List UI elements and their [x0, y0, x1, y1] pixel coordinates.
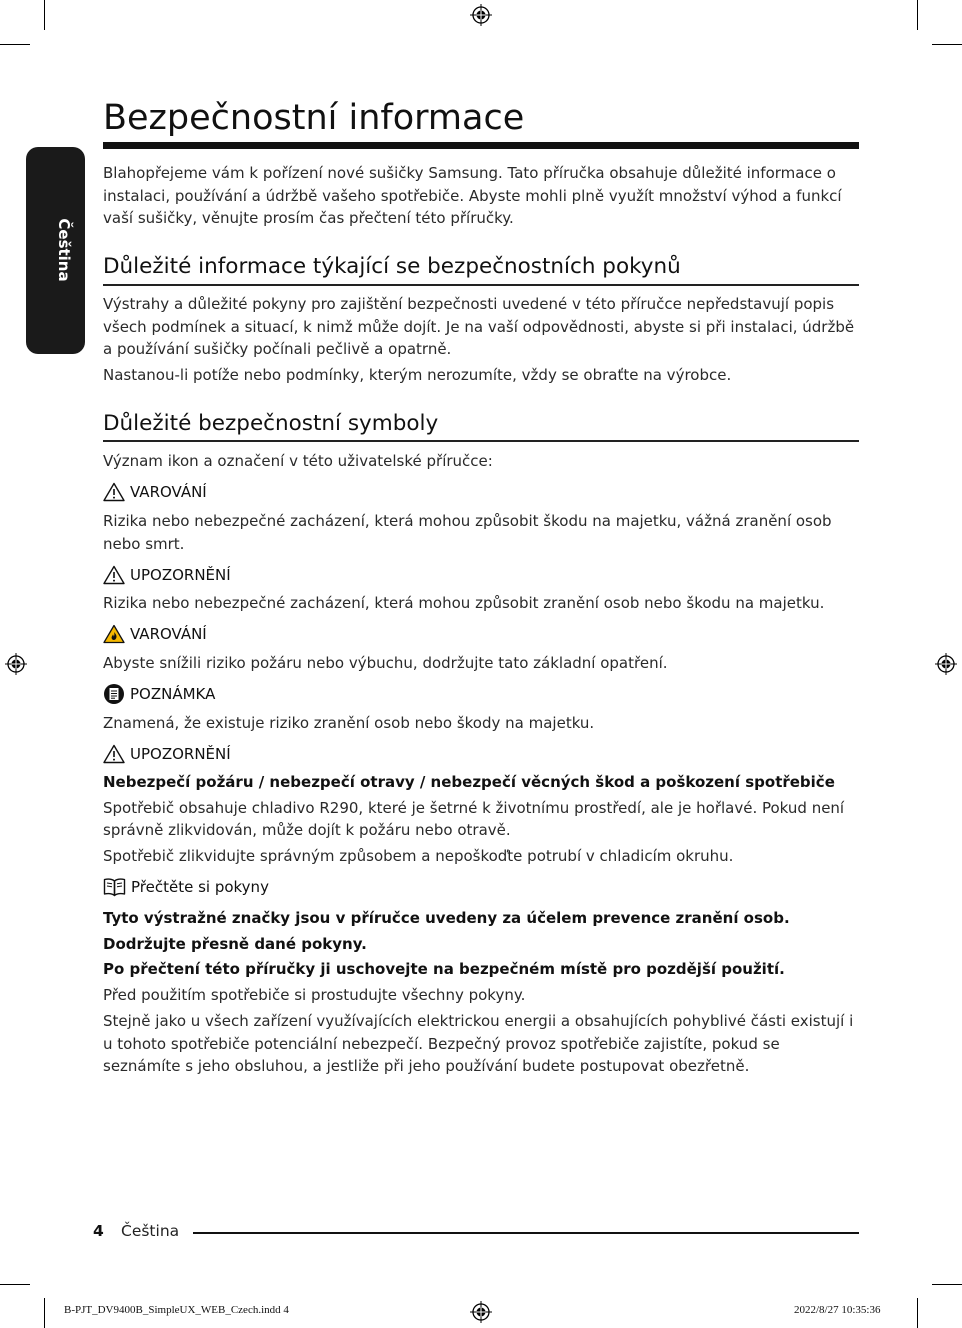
note-icon	[103, 683, 125, 705]
footer-language: Čeština	[121, 1222, 180, 1240]
symbol-caution-refrigerant	[103, 743, 231, 765]
symbol-caution	[103, 564, 231, 586]
symbol-warning-desc	[103, 510, 859, 555]
warning-triangle-icon	[103, 482, 125, 502]
crop-mark	[932, 44, 962, 45]
read-instructions-paragraph: Před použitím spotřebiče si prostudujte všechny pokyny.	[103, 986, 526, 1005]
symbol-read-instructions	[103, 876, 269, 898]
intro-block	[103, 162, 859, 230]
fire-warning-icon	[103, 624, 125, 644]
crop-mark	[0, 44, 30, 45]
symbol-warning	[103, 481, 207, 503]
page-number: 4	[93, 1222, 104, 1240]
symbol-fire-warning-desc	[103, 652, 859, 675]
page-title: Bezpečnostní informace	[103, 98, 525, 138]
symbols-intro-text: Význam ikon a označení v této uživatelské příručce:	[103, 452, 493, 470]
symbol-caution-desc	[103, 592, 859, 615]
symbol-note	[103, 683, 215, 705]
slug-timestamp: 2022/8/27 10:35:36	[794, 1304, 881, 1316]
intro-paragraph: Blahopřejeme vám k pořízení nové sušičky Samsung. Tato příručka obsahuje důležité informace o instalaci, používání a údržbě vašeho spotřebiče. Abyste mohli plně využít množství výhod a funkcí vaší sušičky, věnujte prosím čas přečtení této příručky.	[103, 164, 842, 228]
registration-mark-icon	[935, 653, 957, 675]
warning-triangle-icon	[103, 744, 125, 764]
section-heading-safety-symbols: Důležité bezpečnostní symboly	[103, 411, 439, 436]
symbol-fire-warning-text: Abyste snížili riziko požáru nebo výbuchu, dodržujte tato základní opatření.	[103, 654, 668, 672]
symbol-fire-warning-label: VAROVÁNÍ	[130, 625, 207, 643]
crop-mark	[917, 0, 918, 30]
footer-rule	[193, 1232, 859, 1234]
section1-body	[103, 293, 859, 387]
read-instructions-paragraph: Stejně jako u všech zařízení využívajících elektrickou energii a obsahujících pohyblivé části existují i u tohoto spotřebiče potenciální nebezpečí. Bezpečný provoz spotřebiče zajistíte, pokud se seznámíte s jeho obsluhou, a jestliže při jeho používání budete postupovat obezřetně.	[103, 1011, 854, 1076]
symbols-intro	[103, 450, 859, 473]
crop-mark	[44, 1298, 45, 1328]
section1-paragraph: Nastanou-li potíže nebo podmínky, kterým nerozumíte, vždy se obraťte na výrobce.	[103, 366, 732, 385]
crop-mark	[917, 1298, 918, 1328]
crop-mark	[0, 1284, 30, 1285]
section-heading-safety-instructions: Důležité informace týkající se bezpečnostních pokynů	[103, 254, 681, 279]
symbol-note-label: POZNÁMKA	[130, 685, 216, 703]
refrigerant-heading: Nebezpečí požáru / nebezpečí otravy / nebezpečí věcných škod a poškození spotřebiče	[103, 773, 835, 791]
registration-mark-icon	[5, 653, 27, 675]
read-instructions-block	[103, 907, 859, 1078]
title-rule	[103, 142, 859, 149]
symbol-warning-text: Rizika nebo nebezpečné zacházení, která mohou způsobit škodu na majetku, vážná zranění osob nebo smrt.	[103, 512, 832, 553]
symbol-caution-refrigerant-label: UPOZORNĚNÍ	[130, 745, 231, 763]
refrigerant-paragraph: Spotřebič obsahuje chladivo R290, které je šetrné k životnímu prostředí, ale je hořlavé. Pokud není správně zlikvidován, může dojít k požáru nebo otravě.	[103, 798, 845, 840]
language-side-tab-label: Čeština	[55, 218, 73, 282]
crop-mark	[44, 0, 45, 30]
read-instructions-bold: Tyto výstražné značky jsou v příručce uvedeny za účelem prevence zranění osob.	[103, 909, 790, 927]
crop-mark	[932, 1284, 962, 1285]
warning-triangle-icon	[103, 565, 125, 585]
registration-mark-icon	[470, 1301, 492, 1323]
registration-mark-icon	[470, 4, 492, 26]
section1-paragraph: Výstrahy a důležité pokyny pro zajištění bezpečnosti uvedené v této příručce nepředstavují popis všech podmínek a situací, k nimž může dojít. Je na vaší odpovědnosti, abyste si při instalaci, údržbě a používání sušičky počínali pečlivě a opatrně.	[103, 295, 855, 359]
symbol-note-text: Znamená, že existuje riziko zranění osob nebo škody na majetku.	[103, 714, 595, 732]
symbol-read-instructions-label: Přečtěte si pokyny	[131, 878, 269, 896]
read-instructions-bold: Dodržujte přesně dané pokyny.	[103, 934, 367, 953]
symbol-caution-label: UPOZORNĚNÍ	[130, 566, 231, 584]
symbol-caution-text: Rizika nebo nebezpečné zacházení, která mohou způsobit zranění osob nebo škodu na majetku.	[103, 594, 825, 612]
symbol-fire-warning	[103, 623, 207, 645]
book-icon	[103, 877, 126, 897]
section-rule	[103, 284, 859, 286]
refrigerant-block	[103, 771, 859, 868]
read-instructions-bold: Po přečtení této příručky ji uschovejte na bezpečném místě pro pozdější použití.	[103, 960, 785, 979]
slug-file-name: B-PJT_DV9400B_SimpleUX_WEB_Czech.indd 4	[64, 1304, 289, 1316]
symbol-warning-label: VAROVÁNÍ	[130, 483, 207, 501]
refrigerant-paragraph: Spotřebič zlikvidujte správným způsobem a nepoškoďte potrubí v chladicím okruhu.	[103, 847, 734, 866]
symbol-note-desc	[103, 712, 859, 735]
section-rule	[103, 440, 859, 442]
